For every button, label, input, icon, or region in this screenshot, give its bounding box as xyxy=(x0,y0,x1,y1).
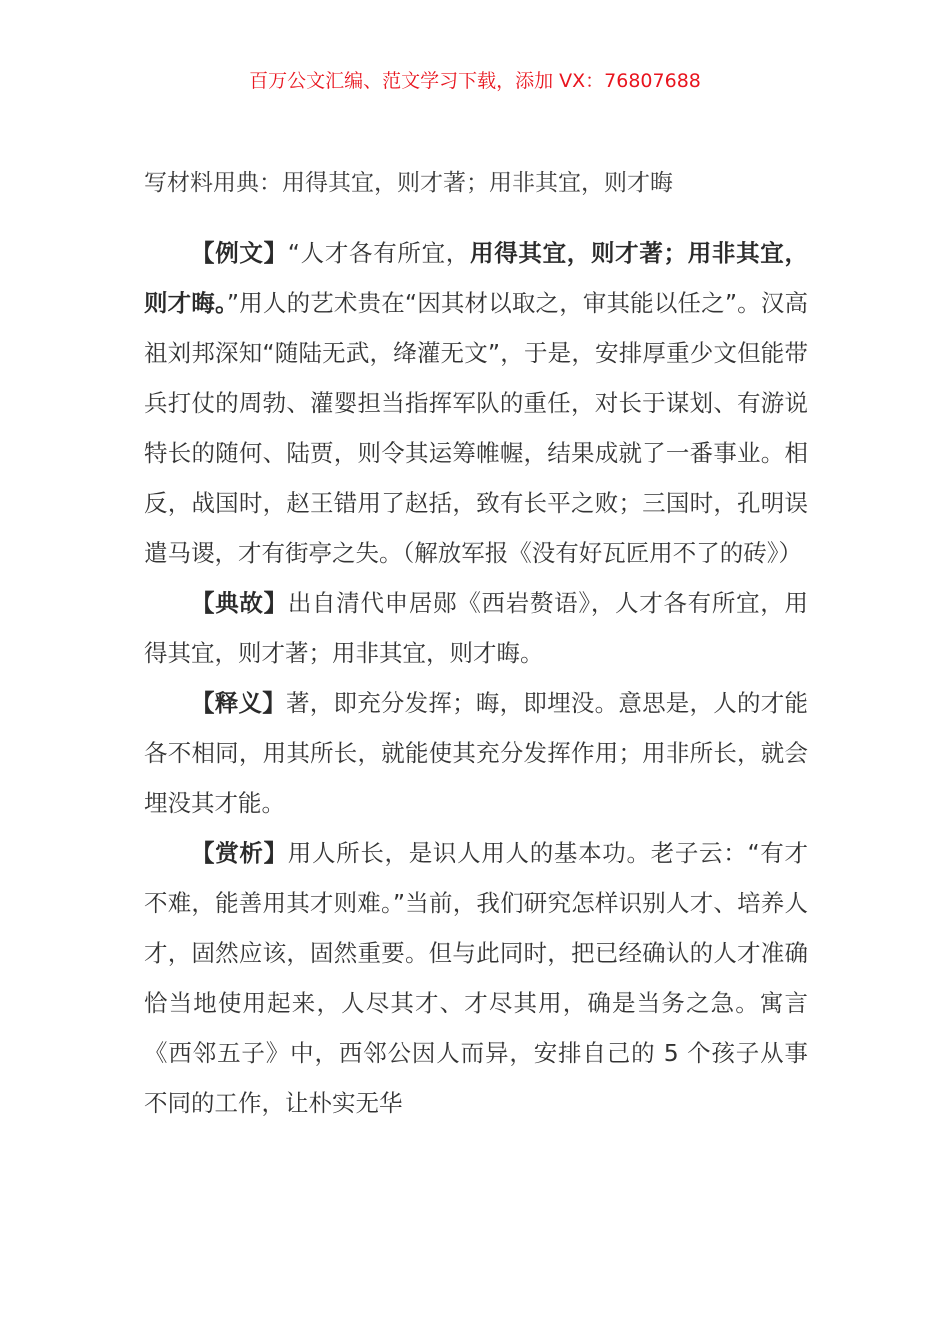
section-label: 【释义】 xyxy=(191,689,286,717)
section-text: 用人所长，是识人用人的基本功。老子云：“有才不难，能善用其才则难。”当前，我们研究怎样识别人才、培养人才，固然应该，固然重要。但与此同时，把已经确认的人才准确恰当地使用起来，人尽其才、才尽其用，确是当务之急。寓言《西邻五子》中，西邻公因人而异，安排自己的 5 个孩子从事不同的工作，让朴实无华 xyxy=(144,839,808,1117)
section-label: 【典故】 xyxy=(191,589,288,617)
section-text: ”用人的艺术贵在“因其材以取之，审其能以任之”。汉高祖刘邦深知“随陆无武，绛灌无文”，于是，安排厚重少文但能带兵打仗的周勃、灌婴担当指挥军队的重任，对长于谋划、有游说特长的随何、陆贾，则令其运筹帷幄，结果成就了一番事业。相反，战国时，赵王错用了赵括，致有长平之败；三国时，孔明误遣马谡，才有街亭之失。（解放军报《没有好瓦匠用不了的砖》） xyxy=(144,289,808,567)
document-title: 写材料用典：用得其宜，则才著；用非其宜，则才晦 xyxy=(144,170,673,196)
section-example xyxy=(144,228,808,578)
section-label: 【例文】 xyxy=(191,239,288,267)
section-origin xyxy=(144,578,808,678)
document-body xyxy=(144,228,808,1128)
section-text-bold: 用得其宜，则才著；用非其宜，则才晦。 xyxy=(144,239,809,317)
header-banner: 百万公文汇编、范文学习下载，添加 VX：76807688 xyxy=(249,70,701,92)
section-text: 出自清代申居郧《西岩赘语》，人才各有所宜，用得其宜，则才著；用非其宜，则才晦。 xyxy=(144,589,809,667)
section-meaning xyxy=(144,678,808,828)
section-text: 著，即充分发挥；晦，即埋没。意思是，人的才能各不相同，用其所长，就能使其充分发挥作用；用非所长，就会埋没其才能。 xyxy=(144,689,809,817)
section-text: “人才各有所宜， xyxy=(287,239,470,267)
section-appreciation xyxy=(144,828,808,1128)
section-label: 【赏析】 xyxy=(191,839,288,867)
